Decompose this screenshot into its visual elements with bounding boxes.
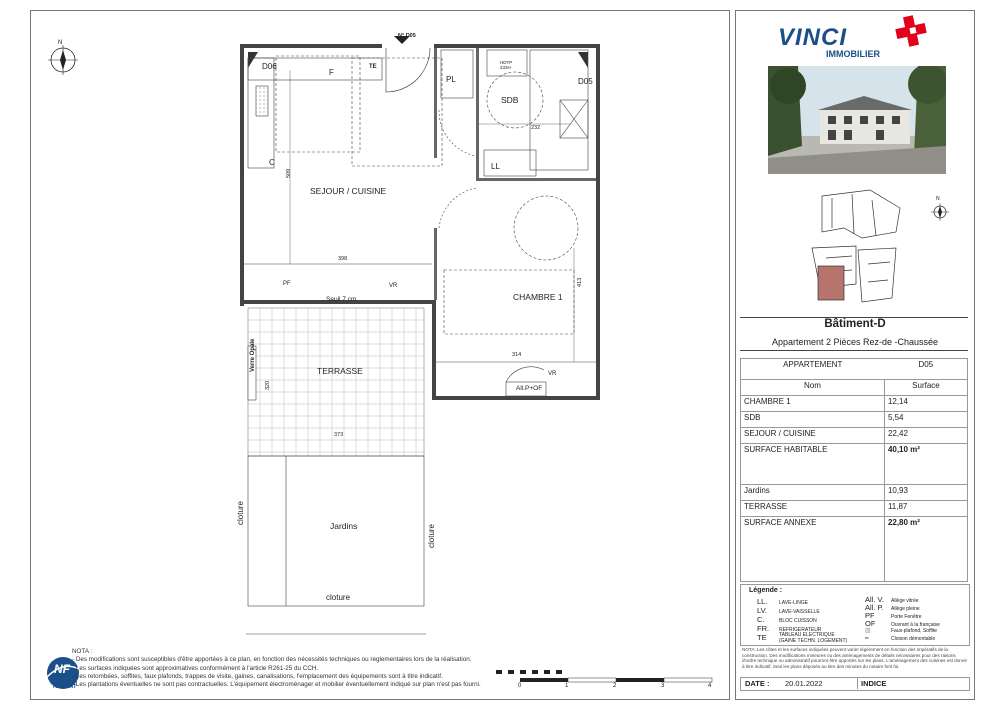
room-label-sejour: SEJOUR / CUISINE xyxy=(310,186,387,196)
tag-vr-2: VR xyxy=(548,371,557,377)
col-header-surface: Surface xyxy=(884,380,967,396)
legend-text: Faux-plafond, Soffite xyxy=(891,628,938,634)
table-head-label: APPARTEMENT xyxy=(741,359,885,380)
dim-314: 314 xyxy=(512,352,522,358)
nf-logo-text: NF xyxy=(54,662,70,676)
table-head-row xyxy=(741,359,968,380)
floor-plan-drawing xyxy=(30,10,730,700)
tag-allege: All.P+OF xyxy=(516,385,543,392)
total-value: 22,80 m² xyxy=(884,517,967,582)
legend-item xyxy=(757,606,820,615)
note-line: - Les surfaces indiquées sont approximatives conformément à l'article R261-25 du CCH. xyxy=(72,664,319,672)
date-box xyxy=(740,677,970,691)
room-label-jardins: Jardins xyxy=(330,521,358,531)
legend-item xyxy=(865,627,937,634)
legend-text: TABLEAU ELECTRIQUE (GAINE TECHN. LOGEMENT) xyxy=(779,632,848,644)
nf-logo-sub: HABITAT xyxy=(53,684,77,690)
note-line: - Les retombées, soffites, faux plafonds, trappes de visite, gaines, canalisations, l'emplacement des équipements sont à titre indicatif. xyxy=(72,672,443,680)
legend-box xyxy=(740,584,970,646)
legend-text: Porte Fenêtre xyxy=(891,614,922,620)
surface-table xyxy=(740,358,968,582)
row-surface: 5,54 xyxy=(884,412,967,428)
legend-text: Cloison démontable xyxy=(891,636,936,642)
legend-item xyxy=(865,635,935,642)
legend-hatch-icon: ▨ xyxy=(865,628,871,634)
table-row xyxy=(741,412,968,428)
scale-1: 1 xyxy=(565,683,569,689)
sidebar-north-label: N xyxy=(936,196,940,202)
dim-509: 509 xyxy=(286,168,292,178)
indice-label: INDICE xyxy=(861,679,887,688)
note-line: - Les plantations éventuelles ne sont pas contractuelles. L'équipement électroménager et mobilier éventuellement indiqué sur plan n'est pas fourni. xyxy=(72,681,481,689)
legend-code: All. P. xyxy=(865,603,884,612)
table-row xyxy=(741,501,968,517)
col-header-nom: Nom xyxy=(741,380,885,396)
row-surface: 22,42 xyxy=(884,428,967,444)
table-row xyxy=(741,396,968,412)
tag-pf: PF xyxy=(283,281,291,287)
date-label: DATE : xyxy=(745,679,770,688)
scale-2: 2 xyxy=(613,683,617,689)
legend-item xyxy=(757,615,817,624)
notes-title: NOTA : xyxy=(72,648,93,655)
legend-partition-icon: ┅ xyxy=(865,636,869,642)
legend-code: PF xyxy=(865,611,875,620)
plan-notes xyxy=(72,648,481,689)
tag-cloture-right: cloture xyxy=(427,523,436,548)
tag-cloture-left: cloture xyxy=(236,500,245,525)
row-name: SEJOUR / CUISINE xyxy=(741,428,885,444)
dim-320: 320 xyxy=(265,380,271,390)
site-plan-key-map xyxy=(792,188,912,312)
divider xyxy=(740,350,968,351)
dim-232: 232 xyxy=(531,125,541,131)
legend-text: Ouvrant à la française xyxy=(891,622,940,628)
legend-code: LV. xyxy=(757,606,768,615)
tag-ll: LL xyxy=(491,162,500,171)
legend-text: Allège vitrée xyxy=(891,598,919,604)
building-rendering-image xyxy=(768,66,946,174)
legend-text: LAVE-LINGE xyxy=(779,600,809,606)
tag-te: TE xyxy=(369,64,377,70)
room-label-sdb: SDB xyxy=(501,95,519,105)
total-value: 40,10 m² xyxy=(884,444,967,485)
legend-code: All. V. xyxy=(865,595,884,604)
vinci-cross-icon xyxy=(892,12,942,56)
legend-text: LAVE-VAISSELLE xyxy=(779,609,820,615)
row-surface: 12,14 xyxy=(884,396,967,412)
table-row xyxy=(741,428,968,444)
legend-code: C. xyxy=(757,615,765,624)
legend-code: LL. xyxy=(757,597,768,606)
brand-name: VINCI xyxy=(778,24,848,51)
legend-text: REFRIGERATEUR xyxy=(779,627,822,633)
room-label-terrasse: TERRASSE xyxy=(317,366,363,376)
scale-3: 3 xyxy=(661,683,665,689)
batiment-title: Bâtiment-D xyxy=(824,318,886,330)
tag-pl: PL xyxy=(446,75,456,84)
total-label: SURFACE ANNEXE xyxy=(741,517,885,582)
legend-title: Légende : xyxy=(749,587,783,594)
sidebar-north-icon xyxy=(930,202,950,222)
door-tag: N° D05 xyxy=(398,33,416,39)
tag-f: F xyxy=(329,68,334,77)
dim-398: 398 xyxy=(338,256,348,262)
scale-4: 4 xyxy=(708,683,712,689)
north-arrow-icon xyxy=(48,45,78,75)
brand-sub: IMMOBILIER xyxy=(826,49,880,59)
date-value: 20.01.2022 xyxy=(785,679,823,688)
dim-413: 413 xyxy=(577,277,583,287)
row-name: Jardins xyxy=(741,485,885,501)
legend-text: Allège pleine xyxy=(891,606,920,612)
total-label: SURFACE HABITABLE xyxy=(741,444,885,485)
table-col-header-row xyxy=(741,380,968,396)
legend-code: TE xyxy=(757,633,767,642)
table-row xyxy=(741,485,968,501)
legend-text: BLOC CUISSON xyxy=(779,618,817,624)
note-line: - Des modifications sont susceptibles d'être apportées à ce plan, en fonction des nécessités techniques ou reglementaires lors de la réalisation. xyxy=(72,656,472,664)
tag-verre-opale: Verre Opale xyxy=(250,338,256,372)
tag-c: C xyxy=(269,158,275,167)
row-surface: 11,87 xyxy=(884,501,967,517)
row-name: CHAMBRE 1 xyxy=(741,396,885,412)
table-head-value: D05 xyxy=(884,359,967,380)
scale-bar xyxy=(496,670,712,682)
room-label-chambre: CHAMBRE 1 xyxy=(513,292,563,302)
tag-seuil: Seuil 7 cm xyxy=(326,296,357,303)
dim-373: 373 xyxy=(334,432,344,438)
row-name: TERRASSE xyxy=(741,501,885,517)
north-label: N xyxy=(58,40,63,46)
sidebar-nota: NOTA: Les côtes et les surfaces indiquées peuvent varier légèrement en fonction des impératifs de la construction. Des modifications mineures ou des aménagements de détails nécessaires pour des raisons d'ordre technique ou administratif pourront être apportés sur les plans. L'aménagement des cuisines est donné à titre indicatif. Seul les plans déposés au titre des minutes du notaire font foi. xyxy=(742,647,967,669)
row-name: SDB xyxy=(741,412,885,428)
legend-item xyxy=(757,597,808,606)
total-row xyxy=(741,444,968,485)
tag-d05: D05 xyxy=(578,77,593,86)
row-surface: 10,93 xyxy=(884,485,967,501)
tag-vr-1: VR xyxy=(389,283,398,289)
scale-0: 0 xyxy=(518,683,522,689)
legend-item xyxy=(757,633,849,644)
tag-hdtp: HDTP 233H xyxy=(500,60,513,70)
appartement-description: Appartement 2 Pièces Rez-de -Chaussée xyxy=(771,337,939,347)
tag-cloture-bottom: cloture xyxy=(326,593,351,602)
tag-d06: D06 xyxy=(262,62,277,71)
total-row xyxy=(741,517,968,582)
legend-code: FR. xyxy=(757,624,770,633)
legend-code: OF xyxy=(865,619,876,628)
